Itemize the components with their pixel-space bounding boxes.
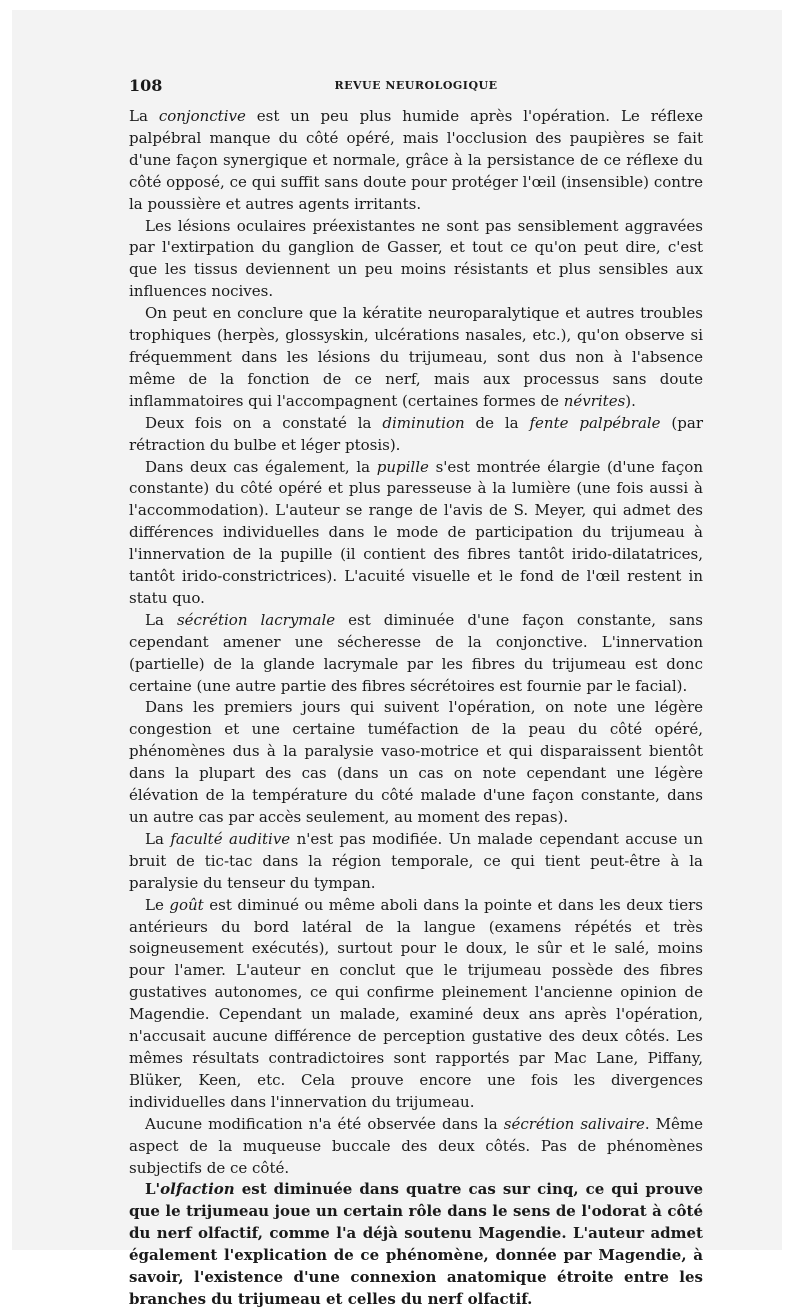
page-content bbox=[129, 68, 703, 1311]
paragraph: L'olfaction est diminuée dans quatre cas sur cinq, ce qui prouve que le trijumeau joue un certain rôle dans le sens de l'odorat à côté du nerf olfactif, comme l'a déjà soutenu Magendie. L'auteur admet également l'explication de ce phénomène, donnée par Magendie, à savoir, l'existence d'une connexion anatomique étroite entre les branches du trijumeau et celles du nerf olfactif. bbox=[129, 1180, 703, 1308]
paragraph: Dans les premiers jours qui suivent l'opération, on note une légère congestion et une certaine tuméfaction de la peau du côté opéré, phénomènes dus à la paralysie vaso-motrice et qui disparaissent bientôt dans la plupart des cas (dans un cas on note cependant une légère élévation de la température du côté malade d'une façon constante, dans un autre cas par accès seulement, au moment des repas). bbox=[129, 698, 703, 826]
paragraph: Aucune modification n'a été observée dans la sécrétion salivaire. Même aspect de la muqueuse buccale des deux côtés. Pas de phénomènes subjectifs de ce côté. bbox=[129, 1114, 704, 1177]
paragraph: On peut en conclure que la kératite neuroparalytique et autres troubles trophiques (herpès, glossyskin, ulcérations nasales, etc.), qu'on observe si fréquemment dans les lésions du trijumeau, sont dus non à l'absence même de la fonction de ce nerf, mais aux processus sans doute inflammatoires qui l'accompagnent (certaines formes de névrites). bbox=[129, 304, 703, 410]
page-number: 108 bbox=[129, 76, 163, 95]
paragraph: Dans deux cas également, la pupille s'est montrée élargie (d'une façon constante) du côté opéré et plus paresseuse à la lumière (une fois aussi à l'accommodation). L'auteur se range de l'avis de S. Meyer, qui admet des différences individuelles dans le mode de participation du trijumeau à l'innervation de la pupille (il contient des fibres tantôt irido-dilatatrices, tantôt irido-constrictrices). L'acuité visuelle et le fond de l'œil restent in statu quo. bbox=[129, 457, 703, 607]
running-title: REVUE NEUROLOGIQUE bbox=[334, 79, 498, 92]
paragraph: Les lésions oculaires préexistantes ne sont pas sensiblement aggravées par l'extirpation du ganglion de Gasser, et tout ce qu'on peut dire, c'est que les tissus deviennent un peu moins résistants et plus sensibles aux influences nocives. bbox=[129, 216, 703, 301]
body-text bbox=[129, 106, 703, 1311]
page-sheet bbox=[12, 10, 782, 1308]
paragraph: Le goût est diminué ou même aboli dans la pointe et dans les deux tiers antérieurs du bord latéral de la langue (examens répétés et très soigneusement exécutés), surtout pour le doux, le sûr et le salé, moins pour l'amer. L'auteur en conclut que le trijumeau possède des fibres gustatives autonomes, ce qui confirme pleinement l'ancienne opinion de Magendie. Cependant un malade, examiné deux ans après l'opération, n'accusait aucune différence de perception gustative des deux côtés. Les mêmes résultats contradictoires sont rapportés par Mac Lane, Piffany, Blüker, Keen, etc. Cela prouve encore une fois les divergences individuelles dans l'innervation du trijumeau. bbox=[129, 895, 704, 1111]
paragraph: La faculté auditive n'est pas modifiée. Un malade cependant accuse un bruit de tic-tac dans la région temporale, ce qui tient peut-être à la paralysie du tenseur du tympan. bbox=[129, 829, 703, 892]
paragraph: La conjonctive est un peu plus humide après l'opération. Le réflexe palpébral manque du côté opéré, mais l'occlusion des paupières se fait d'une façon synergique et normale, grâce à la persistance de ce réflexe du côté opposé, ce qui suffit sans doute pour protéger l'œil (insensible) contre la poussière et autres agents irritants. bbox=[129, 107, 703, 213]
paragraph: Deux fois on a constaté la diminution de la fente palpébrale (par rétraction du bulbe et léger ptosis). bbox=[129, 413, 704, 454]
page-header bbox=[129, 68, 703, 106]
paragraph: La sécrétion lacrymale est diminuée d'une façon constante, sans cependant amener une sécheresse de la conjonctive. L'innervation (partielle) de la glande lacrymale par les fibres du trijumeau est donc certaine (une autre partie des fibres sécrétoires est fournie par le facial). bbox=[129, 610, 704, 695]
